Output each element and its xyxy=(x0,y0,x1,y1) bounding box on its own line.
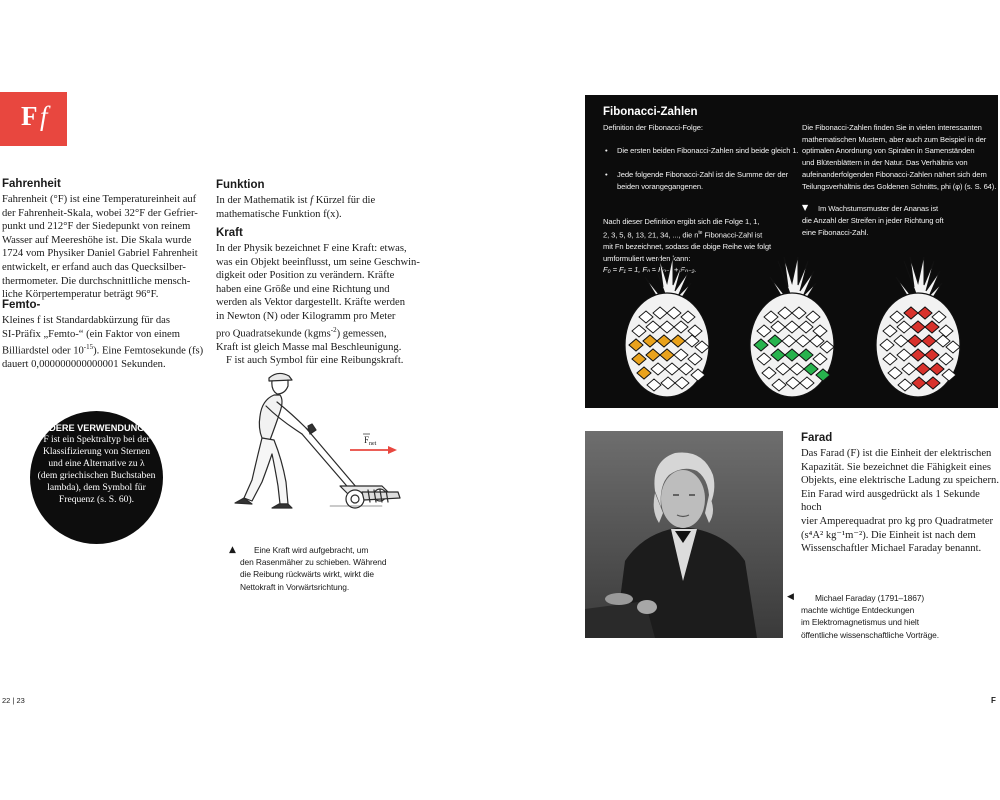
farad-caption-text: Michael Faraday (1791–1867) machte wichtige Entdeckungen im Elektromagnetismus und hielt öffentliche wissenschaftliche Vorträge. xyxy=(801,593,939,640)
kraft-exponent: -2 xyxy=(330,325,337,334)
kraft-line xyxy=(216,324,426,341)
fibonacci-after-line: Nach dieser Definition ergibt sich die Folge 1, 1, xyxy=(603,216,760,226)
page-numbers: 22 | 23 xyxy=(2,696,25,705)
letter-lower: f xyxy=(40,101,48,131)
fibonacci-after2-post: Fibonacci-Zahl ist xyxy=(702,230,763,240)
farad-caption xyxy=(787,592,981,641)
fibonacci-bullet: • Jede folgende Fibonacci-Zahl ist die Summe der der beiden vorangegangenen. xyxy=(603,169,803,192)
funktion-line xyxy=(216,194,416,208)
fibonacci-def-label: Definition der Fibonacci-Folge: xyxy=(603,123,703,132)
femto-line: SI-Präfix „Femto-“ (ein Faktor von einem xyxy=(2,328,180,340)
fahrenheit-section xyxy=(2,178,208,302)
fibonacci-left-column xyxy=(603,122,803,276)
funktion-var: f xyxy=(310,195,314,206)
funktion-section xyxy=(216,179,416,221)
femto-heading: Femto- xyxy=(2,299,41,311)
kraft-caption-text: Eine Kraft wird aufgebracht, um den Rasenmäher zu schieben. Während die Reibung rückwärts wirkt, wirkt die Nettokraft in Vorwärtsrichtung. xyxy=(240,545,387,592)
farad-heading: Farad xyxy=(801,432,833,444)
fahrenheit-heading: Fahrenheit xyxy=(2,178,61,190)
kraft-line7-post: ) gemessen, xyxy=(336,328,387,340)
force-label: F xyxy=(364,435,370,445)
andere-text: F ist ein Spektraltyp bei der Klassifizierung von Sternen und eine Alternative zu λ (dem griechischen Buchstaben lambda), dem Symbol für Frequenz (s. S. 60). xyxy=(37,434,156,505)
pineapple-illustrations xyxy=(585,257,998,405)
funktion-heading: Funktion xyxy=(216,179,265,191)
fahrenheit-text: Fahrenheit (°F) ist eine Temperatureinheit auf der Fahrenheit-Skala, wobei 32°F der Gefrier- punkt und 212°F der Siedepunkt von reinem Wasser auf Meereshöhe ist. Die Skala wurde 1724 vom Physiker Daniel Gabriel Fahrenheit entwickelt, er erfand auch das Quecksilber- thermometer. Die durchschnittliche mensch- liche Körpertemperatur beträgt 96°F. xyxy=(2,194,198,301)
fibonacci-after2-pre: 2, 3, 5, 8, 13, 21, 34, ..., die n xyxy=(603,230,699,240)
farad-line: Wissenschaftler Michael Faraday benannt. xyxy=(801,543,982,555)
triangle-left-icon: ◀ xyxy=(787,592,794,602)
kraft-line: Kraft ist gleich Masse mal Beschleunigung. xyxy=(216,341,402,353)
farad-formula-line: (s⁴A² kg⁻¹m⁻²). Die Einheit ist nach dem xyxy=(801,529,976,541)
femto-exponent: -15 xyxy=(83,343,94,352)
section-letter-marker: F xyxy=(991,696,996,705)
kraft-caption xyxy=(229,544,410,593)
fibonacci-after-line xyxy=(603,228,803,241)
fibonacci-bullet-list xyxy=(603,134,803,204)
faraday-portrait xyxy=(585,431,783,638)
kraft-section xyxy=(216,227,426,368)
femto-line: Kleines f ist Standardabkürzung für das xyxy=(2,315,170,326)
letter-upper: F xyxy=(21,101,38,131)
force-label-sub: net xyxy=(369,441,377,447)
femto-section xyxy=(2,299,212,372)
lawnmower-illustration xyxy=(222,368,422,516)
funktion-line1-post: Kürzel für die xyxy=(313,195,376,206)
triangle-down-icon: ▼ xyxy=(802,203,809,213)
andere-verwendungen-circle xyxy=(30,411,163,544)
fibonacci-caption: Im Wachstumsmuster der Ananas ist die Anzahl der Streifen in jeder Richtung oft eine Fibonacci-Zahl. xyxy=(802,204,944,237)
funktion-line1-pre: In der Mathematik ist xyxy=(216,195,311,206)
fibonacci-after-line: umformuliert werden kann: xyxy=(603,253,691,263)
fibonacci-formula: F₀ = F₁ = 1, Fₙ = Fₙ₋₁ + Fₙ₋₂. xyxy=(603,265,697,275)
kraft-line7-pre: pro Quadratsekunde (kgms xyxy=(216,328,331,340)
fibonacci-panel xyxy=(585,95,998,408)
kraft-heading: Kraft xyxy=(216,227,243,239)
femto-line: dauert 0,000000000000001 Sekunden. xyxy=(2,359,166,371)
fibonacci-after-line: mit Fn bezeichnet, sodass die obige Reihe wie folgt xyxy=(603,241,771,251)
letter-box xyxy=(0,92,67,146)
femto-text xyxy=(2,314,212,372)
triangle-up-icon: ▲ xyxy=(229,545,236,555)
kraft-line: F ist auch Symbol für eine Reibungskraft. xyxy=(226,355,404,367)
andere-heading: ANDERE VERWENDUNGEN xyxy=(35,423,158,433)
farad-section xyxy=(801,432,1000,556)
fibonacci-bullet: • Die ersten beiden Fibonacci-Zahlen sind beide gleich 1. xyxy=(603,145,803,157)
femto-line xyxy=(2,341,212,358)
femto-line3-post: ). Eine Femtosekunde (fs) xyxy=(93,345,204,357)
funktion-line: mathematische Funktion f(x). xyxy=(216,208,342,220)
kraft-text: In der Physik bezeichnet F eine Kraft: etwas, was ein Objekt beeinflusst, um seine Geschwin- digkeit oder Position zu verändern. Kräfte haben eine Größe und eine Richtung und werden als Vektor dargestellt. Kräfte werden in Newton (N) oder Kilogramm pro Meter xyxy=(216,243,420,322)
farad-text: Das Farad (F) ist die Einheit der elektrischen Kapazität. Sie bezeichnet die Fähigkeit eines Objekts, eine elektrische Ladung zu speichern. Ein Farad wird ausgedrückt als 1 Sekunde hoch vier Amperequadrat pro kg pro Quadratmeter xyxy=(801,448,999,527)
fibonacci-after2-sup: te xyxy=(698,229,703,236)
funktion-text xyxy=(216,194,416,221)
fibonacci-right-column xyxy=(802,122,998,238)
fibonacci-right-text: Die Fibonacci-Zahlen finden Sie in vielen interessanten mathematischen Mustern, aber auch zum Beispiel in der optimalen Anordnung von Spiralen in Samenständen und Blütenblättern in der Natur. Das Verhältnis von aufeinanderfolgenden Fibonacci-Zahlen nähert sich dem Teilungsverhältnis des Goldenen Schnitts, phi (φ) (s. S. 64). xyxy=(802,123,997,191)
femto-line3-pre: Billiardstel oder 10 xyxy=(2,345,84,357)
fibonacci-heading: Fibonacci-Zahlen xyxy=(603,106,698,118)
